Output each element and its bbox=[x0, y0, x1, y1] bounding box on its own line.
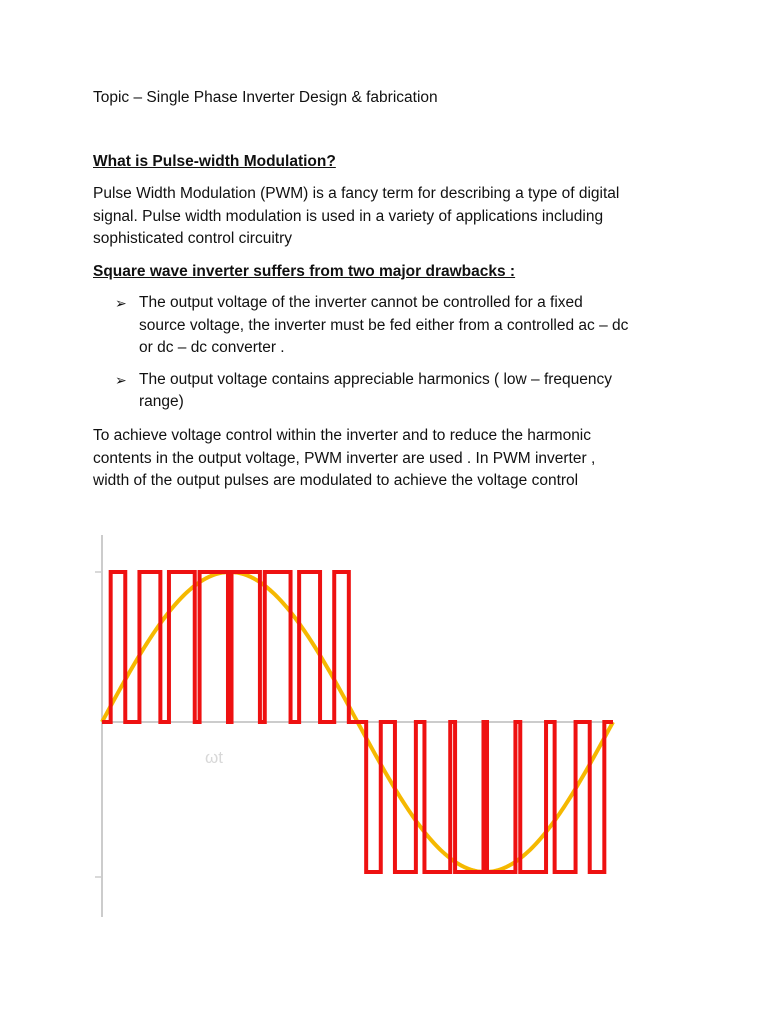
pwm-paragraph-line: sophisticated control circuitry bbox=[93, 230, 292, 247]
bullet-line: The output voltage contains appreciable harmonics ( low – frequency bbox=[139, 370, 613, 388]
pwm-paragraph-line: signal. Pulse width modulation is used in a variety of applications including bbox=[93, 207, 604, 225]
pwm-heading: What is Pulse-width Modulation? bbox=[93, 153, 336, 170]
drawbacks-heading: Square wave inverter suffers from two major drawbacks : bbox=[93, 263, 516, 280]
topic-title: Topic – Single Phase Inverter Design & fabrication bbox=[93, 89, 438, 106]
drawbacks-list bbox=[93, 292, 693, 423]
bullet-line: The output voltage of the inverter cannot be controlled for a fixed bbox=[139, 294, 583, 311]
list-item bbox=[93, 292, 693, 360]
bullet-line: source voltage, the inverter must be fed either from a controlled ac – dc bbox=[139, 316, 629, 334]
closing-paragraph-line: contents in the output voltage, PWM inverter are used . In PWM inverter , bbox=[93, 449, 596, 467]
bullet-line: or dc – dc converter . bbox=[139, 339, 285, 356]
pwm-waveform-figure bbox=[85, 525, 630, 925]
pwm-paragraph bbox=[93, 183, 693, 251]
pwm-waveform-svg bbox=[85, 525, 630, 925]
bullet-line: range) bbox=[139, 393, 184, 410]
omega-t-label: ωt bbox=[205, 748, 223, 767]
pwm-paragraph-line: Pulse Width Modulation (PWM) is a fancy term for describing a type of digital bbox=[93, 185, 620, 202]
arrow-bullet-icon: ➢ bbox=[115, 295, 127, 311]
arrow-bullet-icon: ➢ bbox=[115, 371, 127, 388]
closing-paragraph-line: To achieve voltage control within the inverter and to reduce the harmonic bbox=[93, 427, 592, 444]
closing-paragraph bbox=[93, 425, 693, 493]
list-item bbox=[93, 369, 693, 414]
axes-group bbox=[95, 535, 613, 917]
closing-paragraph-line: width of the output pulses are modulated to achieve the voltage control bbox=[93, 472, 579, 489]
